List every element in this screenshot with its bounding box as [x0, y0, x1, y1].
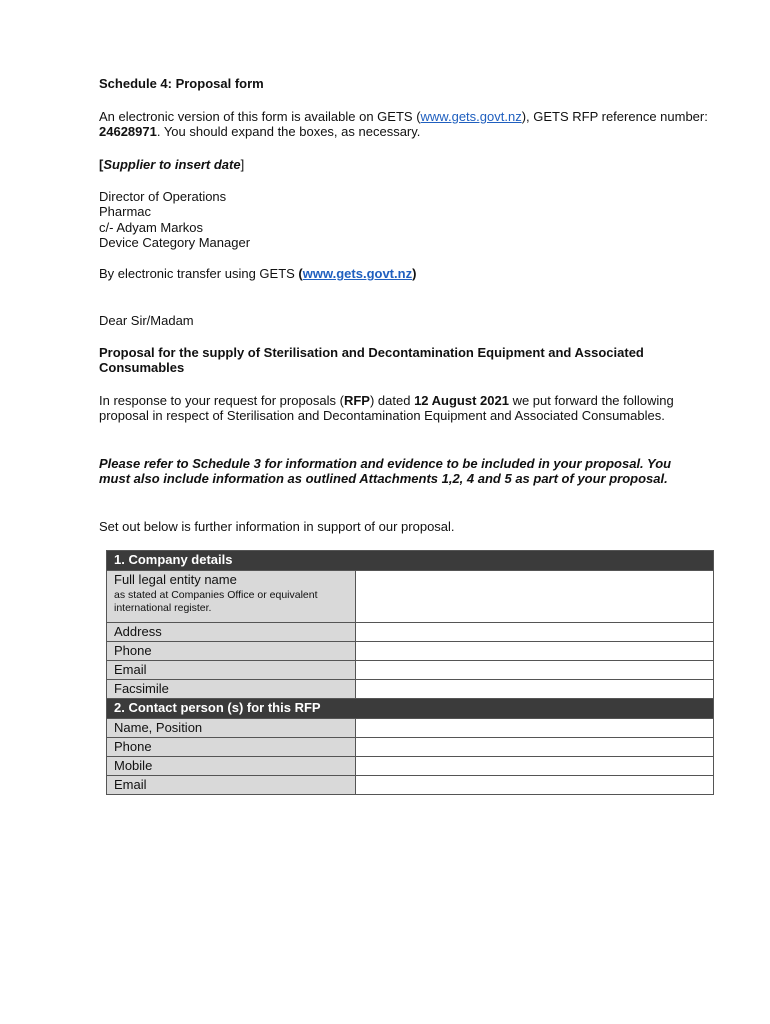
intro-paragraph [99, 109, 709, 140]
input-email[interactable] [356, 661, 714, 680]
response-text-2: ) dated [369, 393, 415, 408]
response-text: In response to your request for proposals ( [99, 393, 344, 408]
input-address[interactable] [356, 623, 714, 642]
subject-line: Proposal for the supply of Sterilisation and Decontamination Equipment and Associated Consumables [99, 345, 644, 376]
rfp-date: 12 August 2021 [414, 393, 509, 408]
transfer-line [99, 266, 709, 281]
address-line: Director of Operations [99, 189, 227, 204]
address-line: c/- Adyam Markos [99, 219, 204, 235]
response-text-3: we put forward the following proposal in respect of Sterilisation and Decontamination Equipment and Associated Consumables. [99, 393, 674, 424]
legal-name-label: Full legal entity name [114, 572, 237, 587]
label-phone: Phone [107, 642, 356, 661]
section-header-contact: 2. Contact person (s) for this RFP [107, 699, 714, 719]
date-placeholder [99, 157, 709, 172]
date-placeholder-text: Supplier to insert date [103, 157, 241, 172]
gets-link-bold[interactable]: www.gets.govt.nz [302, 266, 413, 281]
reference-number: 24628971 [99, 124, 157, 140]
input-legal-name[interactable] [356, 571, 714, 623]
input-contact-phone[interactable] [356, 738, 714, 757]
input-phone[interactable] [356, 642, 714, 661]
address-line: Device Category Manager [99, 234, 251, 250]
input-facsimile[interactable] [356, 680, 714, 699]
transfer-text: By electronic transfer using GETS [99, 266, 299, 281]
transfer-open-paren: ( [298, 266, 303, 281]
label-contact-mobile: Mobile [107, 757, 356, 776]
further-info: Set out below is further information in support of our proposal. [99, 519, 455, 534]
recipient-address [99, 189, 709, 250]
page-title: Schedule 4: Proposal form [99, 76, 264, 91]
gets-link[interactable]: www.gets.govt.nz [420, 109, 522, 124]
label-email: Email [107, 661, 356, 680]
intro-text-3: . You should expand the boxes, as necessary. [156, 124, 421, 140]
section-header-company: 1. Company details [107, 551, 714, 571]
intro-text-2: ), GETS RFP reference number: [521, 109, 708, 124]
rfp-abbrev: RFP [343, 393, 370, 408]
date-open-bracket: [ [99, 157, 104, 172]
proposal-form-table [106, 550, 714, 795]
date-close-bracket: ] [240, 157, 245, 172]
input-contact-mobile[interactable] [356, 757, 714, 776]
transfer-close-paren: ) [412, 266, 417, 281]
input-contact-name[interactable] [356, 719, 714, 738]
instruction-paragraph: Please refer to Schedule 3 for information and evidence to be included in your proposal. You must also include information as outlined Attachments 1,2, 4 and 5 as part of your proposal. [99, 456, 672, 487]
intro-text: An electronic version of this form is available on GETS ( [99, 109, 421, 124]
label-legal-name [107, 571, 356, 623]
address-line: Pharmac [99, 204, 152, 220]
label-facsimile: Facsimile [107, 680, 356, 699]
label-contact-email: Email [107, 776, 356, 795]
label-address: Address [107, 623, 356, 642]
label-contact-name: Name, Position [107, 719, 356, 738]
salutation: Dear Sir/Madam [99, 313, 194, 328]
legal-name-note: as stated at Companies Office or equivalent international register. [114, 589, 318, 614]
input-contact-email[interactable] [356, 776, 714, 795]
label-contact-phone: Phone [107, 738, 356, 757]
response-paragraph [99, 393, 699, 424]
